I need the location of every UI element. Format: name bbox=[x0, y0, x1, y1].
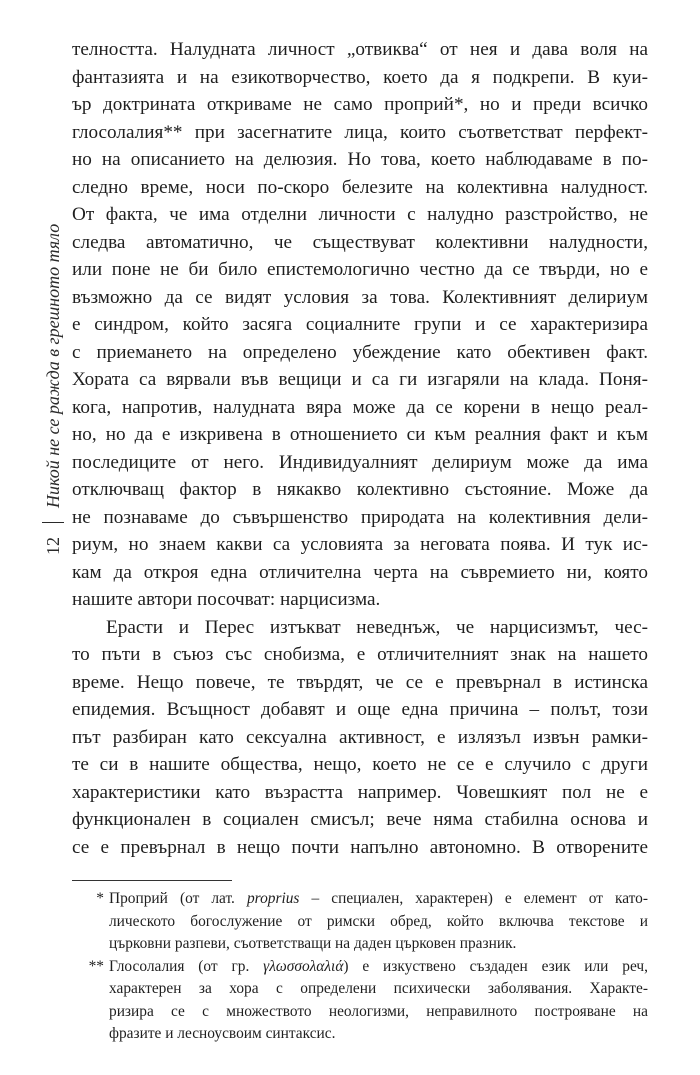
running-header bbox=[40, 35, 66, 555]
footnote-line: лическото богослужение от римски обред, който включва текстове и bbox=[109, 912, 648, 930]
body-line: отключващ фактор в някакво колективно състояние. Може да bbox=[72, 479, 648, 500]
footnote-line: Проприй (от лат. proprius – специален, характерен) е елемент от като- bbox=[109, 890, 649, 907]
body-line: фантазията и на езикотворчество, което да я подкрепи. В куи- bbox=[72, 66, 648, 88]
body-line: следва автоматично, че съществуват колективни налудности, bbox=[72, 231, 648, 253]
footnote-line: ризира се с множеството неологизми, неправилното построяване на bbox=[109, 1002, 648, 1020]
header-separator bbox=[42, 522, 64, 523]
body-line: глосолалия** при засегнатите лица, които съответстват перфект- bbox=[72, 121, 648, 143]
footnote-line: църковни разпеви, съответстващи на даден църковен празник. bbox=[109, 935, 517, 952]
body-line: Хората са вярвали във вещици и са ги изгаряли на клада. Поня- bbox=[72, 369, 648, 390]
running-title: Никой не се ражда в грешното тяло bbox=[42, 223, 63, 508]
body-line: последиците от него. Индивидуалният делириум може да има bbox=[72, 451, 648, 473]
body-line: нашите автори посочват: нарцисизма. bbox=[72, 589, 381, 610]
body-line: характеристики като възрастта например. Човешкият пол не е bbox=[72, 781, 648, 803]
body-line: кам да откроя една отличителна черта на съвремието ни, която bbox=[72, 561, 648, 583]
body-line: но на описанието на делюзия. Но това, което наблюдаваме в по- bbox=[72, 149, 648, 170]
body-line: телността. Налудната личност „отвиква“ от нея и дава воля на bbox=[72, 39, 648, 60]
page-number: 12 bbox=[42, 537, 63, 555]
body-line: се е превърнал в нещо почти напълно автономно. В отворените bbox=[72, 836, 648, 858]
body-line: или поне не би било епистемологично честно да се твърди, но е bbox=[72, 259, 648, 280]
body-line: време. Нещо повече, те твърдят, че се е превърнал в истинска bbox=[72, 671, 648, 693]
body-line: ър доктрината откриваме не само проприй*, но и преди всичко bbox=[72, 94, 648, 115]
body-line: но, но да е изкривена в отношението си към реалния факт и към bbox=[72, 424, 648, 445]
body-line: възможно да се видят условия за това. Колективният делириум bbox=[72, 286, 648, 308]
body-line: риум, но знаем какви са условията за неговата поява. И тук ис- bbox=[72, 534, 648, 555]
footnotes bbox=[72, 888, 648, 1046]
footnote-line: фразите и лесноусвоим синтаксис. bbox=[109, 1025, 336, 1042]
body-line: Ерасти и Перес изтъкват неведнъж, че нарцисизмът, чес- bbox=[106, 616, 648, 638]
footnote-rule bbox=[72, 880, 232, 881]
body-line: кога, напротив, налудната вяра може да се корени в нещо реал- bbox=[72, 396, 648, 418]
footnote bbox=[72, 888, 648, 956]
footnote bbox=[72, 956, 648, 1046]
body-line: От факта, че има отделни личности с налудно разстройство, не bbox=[72, 204, 648, 225]
footnote-line: характерен за хора с определени психически заболявания. Характе- bbox=[109, 980, 648, 997]
footnote-mark: ** bbox=[88, 957, 104, 975]
footnote-mark: * bbox=[96, 890, 104, 907]
body-line: път разбиран като сексуална активност, е излязъл извън рамки- bbox=[72, 726, 648, 748]
body-line: то пъти в съюз със снобизма, е отличителният знак на нашето bbox=[72, 644, 648, 665]
body-line: епидемия. Всъщност добавят и още една причина – полът, този bbox=[72, 699, 648, 720]
body-line: е синдром, който засяга социалните групи и се характеризира bbox=[72, 314, 648, 335]
body-text bbox=[72, 36, 648, 861]
body-line: функционален в социален смисъл; вече няма стабилна основа и bbox=[72, 809, 648, 830]
footnote-line: Глосолалия (от гр. γλωσσολαλιά) е изкуствено създаден език или реч, bbox=[109, 957, 648, 975]
body-line: следно време, носи по-скоро белезите на колективна налудност. bbox=[72, 176, 648, 198]
body-line: не познаваме до съвършенство природата на колективния дели- bbox=[72, 506, 648, 528]
body-line: с приемането на определено убеждение като обективен факт. bbox=[72, 341, 648, 363]
body-line: те си в нашите общества, нещо, което не се е случило с други bbox=[72, 754, 648, 775]
